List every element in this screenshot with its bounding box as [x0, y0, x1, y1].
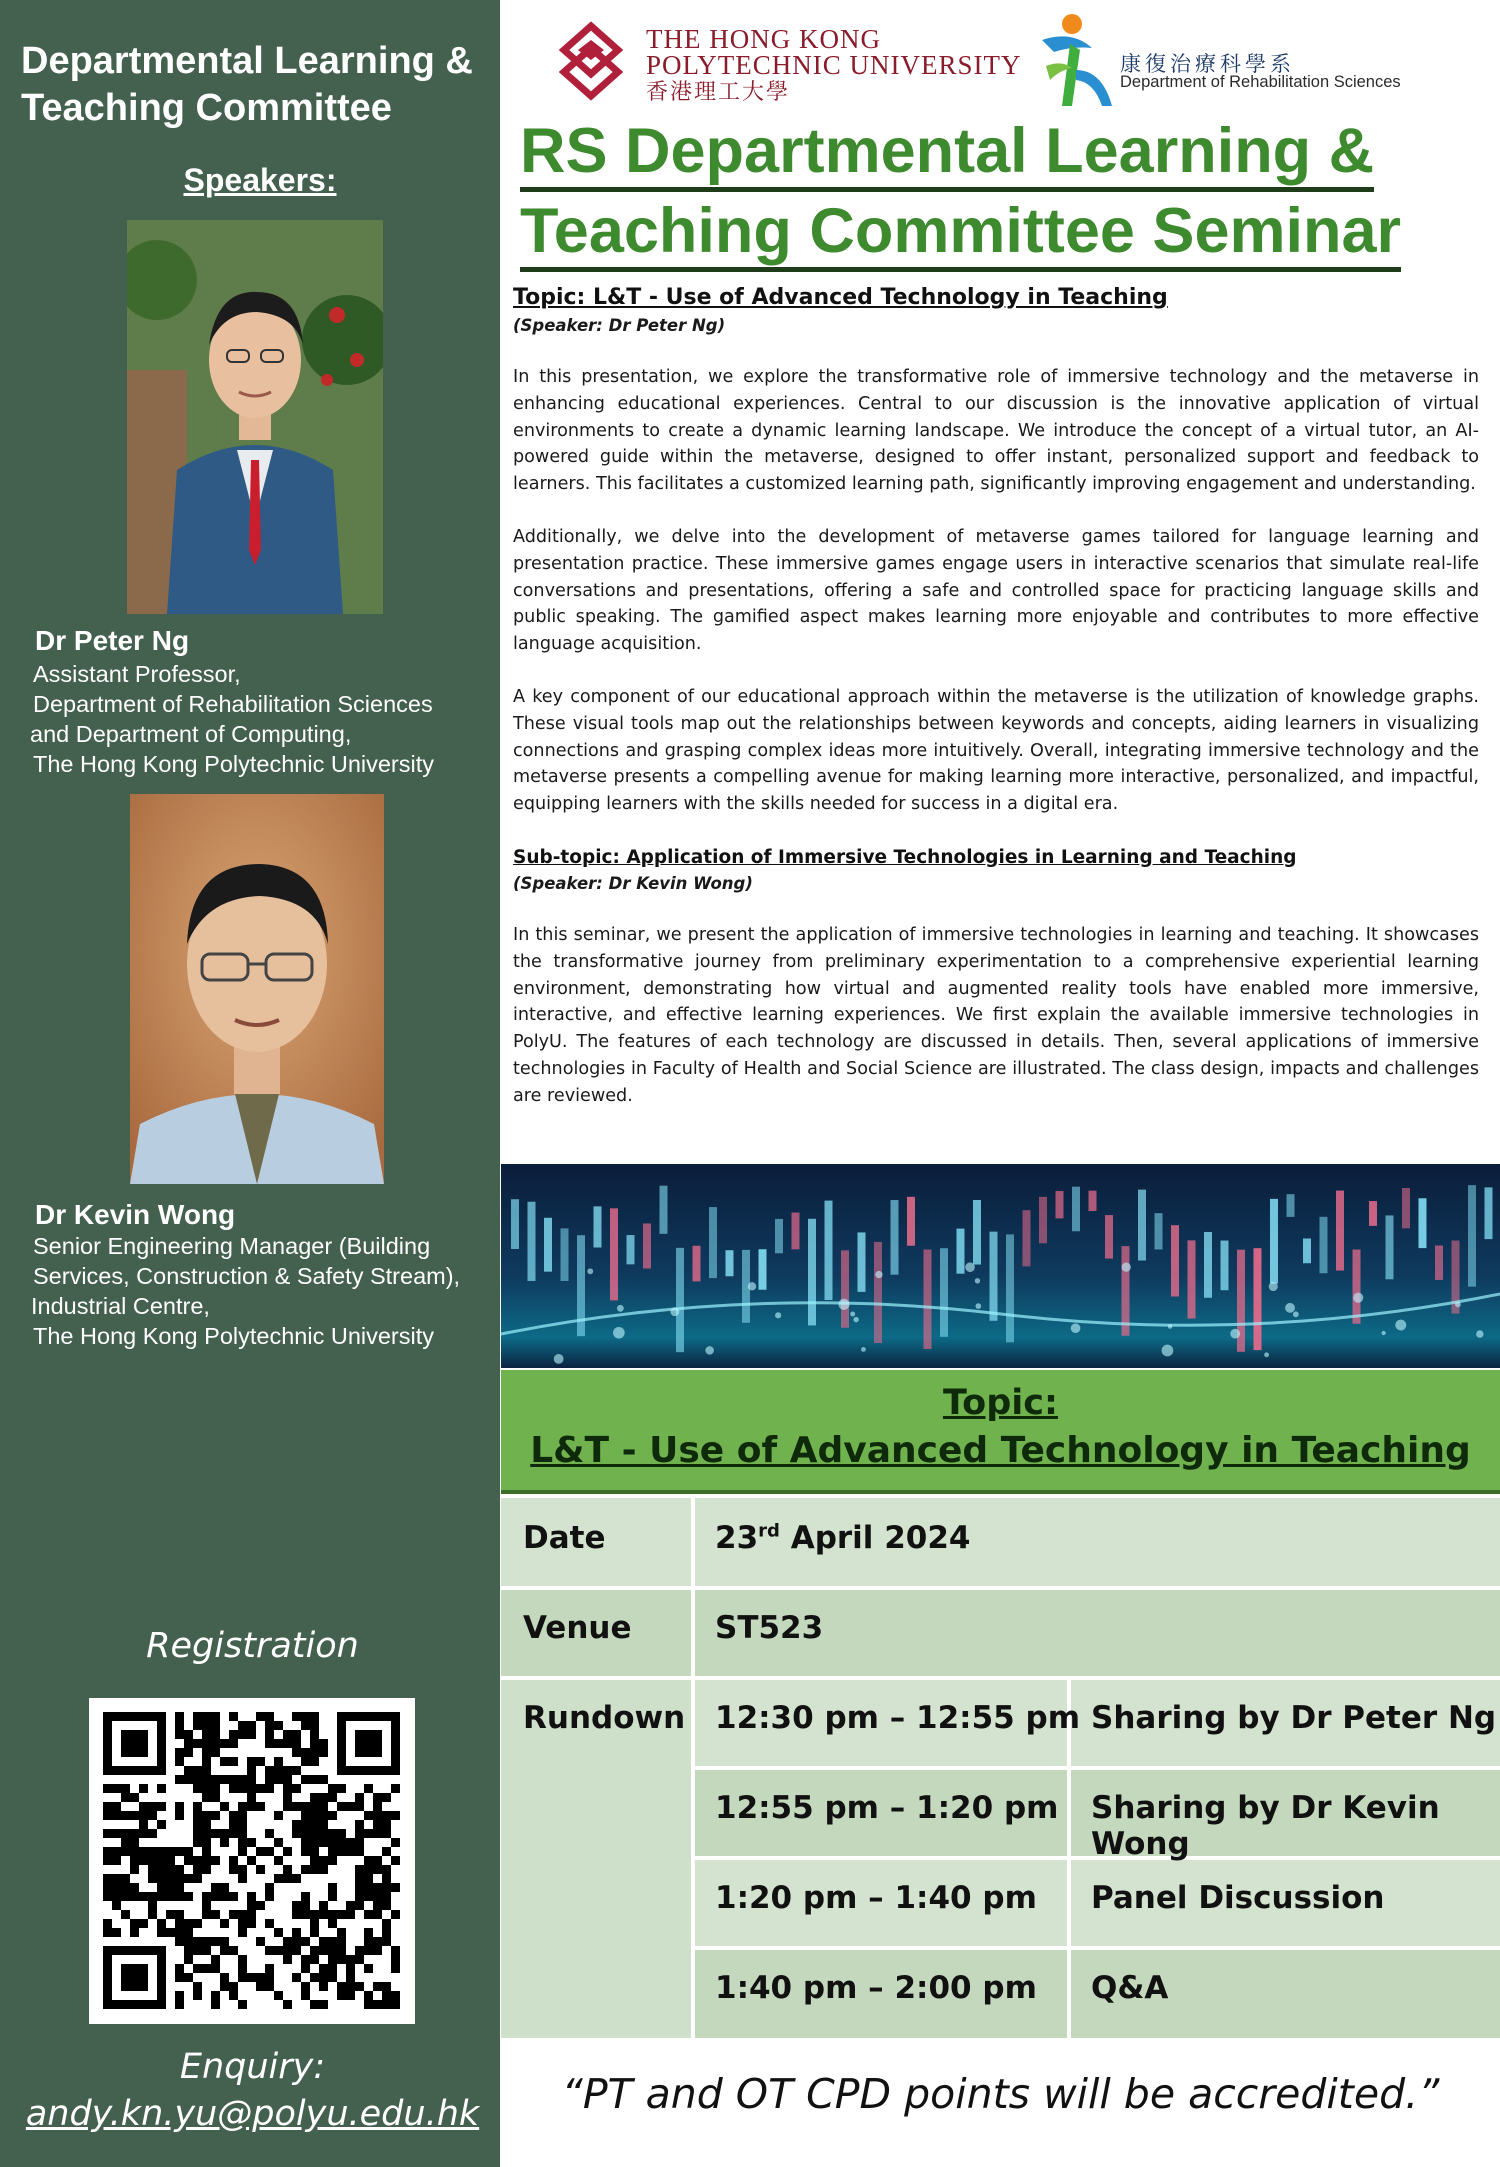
rundown-time: 12:30 pm – 12:55 pm — [715, 1700, 1081, 1736]
sidebar-title-line1: Departmental Learning & — [21, 40, 473, 82]
date-label: Date — [523, 1520, 606, 1556]
speaker1-affiliation — [30, 659, 435, 779]
rundown-item: Panel Discussion — [1091, 1880, 1385, 1916]
topic-heading: Topic: L&T - Use of Advanced Technology in Teaching — [513, 285, 1168, 310]
speaker2-line: Industrial Centre, — [31, 1293, 210, 1319]
speaker1-name: Dr Peter Ng — [35, 625, 190, 656]
date-value — [715, 1520, 971, 1556]
venue-value: ST523 — [715, 1610, 824, 1646]
enquiry-label: Enquiry: — [179, 2047, 326, 2087]
description-paragraph: A key component of our educational approach within the metaverse is the utilization of knowledge graphs. These visual tools map out the relationships between keywords and concepts, aiding learners in visualizing connections and grasping complex ideas more intuitively. Overall, integrating immersive technology and the metaverse presents a compelling avenue for making learning more interactive, personalized, and impactful, equipping learners with the skills needed for success in a digital era. — [513, 686, 1479, 815]
speaker2-line: Senior Engineering Manager (Building — [33, 1233, 431, 1259]
sidebar-title — [21, 38, 491, 132]
speakers-heading: Speakers: — [183, 162, 337, 198]
date-rest: April 2024 — [779, 1520, 971, 1556]
venue-label: Venue — [523, 1610, 632, 1646]
topic-speaker-note: (Speaker: Dr Peter Ng) — [513, 316, 726, 335]
speaker2-name: Dr Kevin Wong — [35, 1199, 236, 1230]
topic-box-title: L&T - Use of Advanced Technology in Teaching — [530, 1430, 1471, 1471]
polyu-name-line2: POLYTECHNIC UNIVERSITY — [646, 50, 1022, 80]
enquiry-email-link[interactable]: andy.kn.yu@polyu.edu.hk — [25, 2094, 480, 2134]
rundown-time: 1:20 pm – 1:40 pm — [715, 1880, 1037, 1916]
registration-label: Registration — [146, 1626, 359, 1666]
seminar-title — [520, 112, 1490, 272]
polyu-logo — [556, 20, 626, 102]
speaker-photo-peter-ng — [127, 220, 383, 614]
rundown-time: 12:55 pm – 1:20 pm — [715, 1790, 1059, 1826]
description-paragraph: In this presentation, we explore the transformative role of immersive technology and the metaverse in enhancing educational experiences. Central to our discussion is the innovative application of virtual environments to create a dynamic learning landscape. We introduce the concept of a virtual tutor, an AI-powered guide within the metaverse, designed to offer instant, personalized support and feedback to learners. This facilitates a customized learning path, significantly improving engagement and understanding. — [513, 367, 1479, 495]
description-paragraph: In this seminar, we present the application of immersive technologies in learning and teaching. It showcases the transformative journey from preliminary experimentation to a comprehensive experiential learning environment, demonstrating how virtual and augmented reality tools have enabled more immersive, interactive, and effective learning experiences. We first explain the available immersive technologies in PolyU. The features of each technology are discussed in details. Then, several applications of immersive technologies in Faculty of Health and Social Science are illustrated. The class design, impacts and challenges are reviewed. — [513, 924, 1479, 1106]
rs-department-chinese: 康復治療科學系 — [1120, 53, 1295, 76]
seminar-title-line2: Teaching Committee Seminar — [520, 195, 1401, 272]
polyu-name-chinese: 香港理工大學 — [646, 79, 791, 104]
rehabilitation-sciences-logo — [1032, 10, 1118, 110]
polyu-name-line1: THE HONG KONG — [646, 24, 881, 54]
speaker2-line: Services, Construction & Safety Stream), — [33, 1263, 461, 1289]
speaker1-line: Department of Rehabilitation Sciences — [33, 691, 433, 717]
rundown-item: Q&A — [1091, 1970, 1169, 2006]
subtopic-speaker-note: (Speaker: Dr Kevin Wong) — [513, 873, 753, 893]
sidebar-title-line2: Teaching Committee — [21, 87, 392, 129]
speaker2-line: The Hong Kong Polytechnic University — [33, 1323, 435, 1349]
speaker1-line: Assistant Professor, — [33, 661, 241, 687]
topic-box-label: Topic: — [942, 1383, 1059, 1423]
cpd-accreditation-note: “PT and OT CPD points will be accredited.” — [561, 2070, 1440, 2118]
polyu-wordmark — [646, 26, 1022, 106]
sidebar — [0, 0, 500, 2167]
date-day: 23 — [715, 1520, 759, 1556]
date-suffix: rd — [758, 1520, 780, 1542]
seminar-description — [513, 282, 1479, 1110]
speaker-photo-kevin-wong — [130, 794, 384, 1184]
speaker1-line: The Hong Kong Polytechnic University — [33, 751, 435, 777]
technology-banner-image — [501, 1164, 1500, 1368]
rundown-item: Sharing by Dr Peter Ng — [1091, 1700, 1497, 1736]
rs-department-english: Department of Rehabilitation Sciences — [1120, 73, 1401, 91]
subtopic-heading: Sub-topic: Application of Immersive Technologies in Learning and Teaching — [513, 846, 1297, 868]
rundown-item: Sharing by Dr Kevin Wong — [1091, 1790, 1440, 1862]
topic-box — [501, 1370, 1500, 1494]
registration-qr-code[interactable] — [89, 1698, 415, 2024]
speaker2-affiliation — [33, 1231, 460, 1351]
rundown-label: Rundown — [523, 1700, 686, 1736]
rundown-time: 1:40 pm – 2:00 pm — [715, 1970, 1037, 2006]
description-paragraph: Additionally, we delve into the development of metaverse games tailored for language learning and presentation practice. These immersive games engage users in interactive scenarios that simulate real-life conversations and presentations, offering a safe and controlled space for practicing language skills and public speaking. The gamified aspect makes learning more enjoyable and contributes to more effective language acquisition. — [513, 526, 1479, 655]
seminar-title-line1: RS Departmental Learning & — [520, 115, 1374, 192]
speaker1-line: and Department of Computing, — [30, 721, 352, 747]
schedule-table — [501, 1498, 1500, 2038]
